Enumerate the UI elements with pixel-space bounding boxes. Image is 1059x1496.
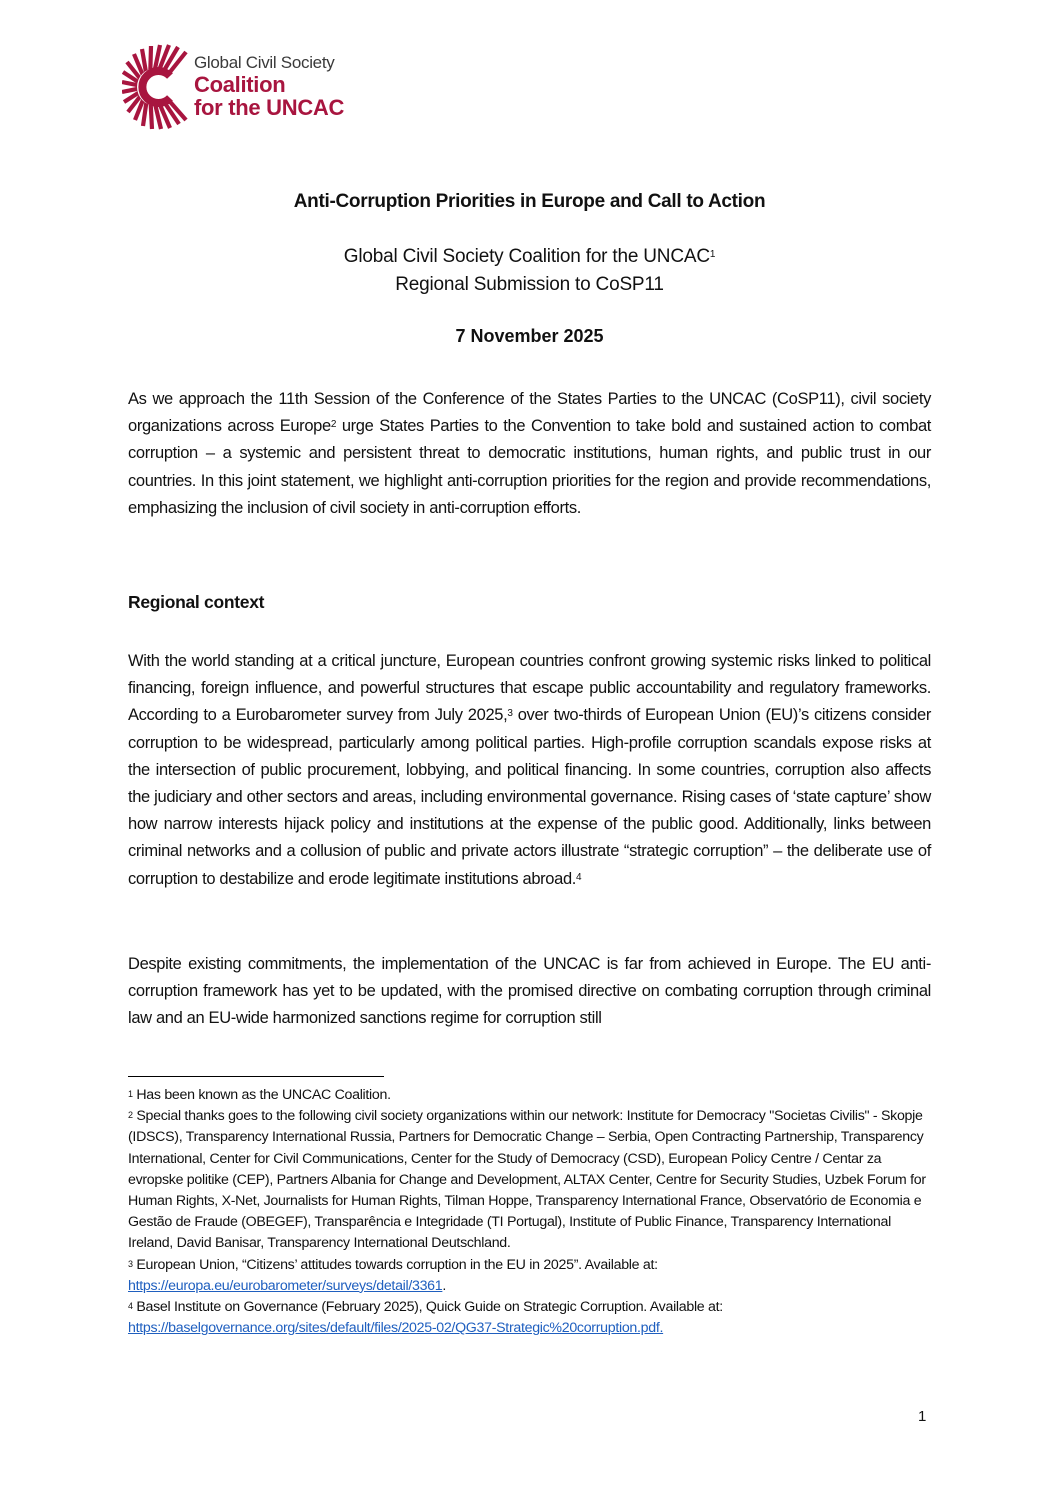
context-paragraph-1: With the world standing at a critical juncture, European countries confront growing systemic risks linked to political financing, foreign influence, and powerful structures that escape public accountability and regulatory frameworks. According to a Eurobarometer survey from July 2025,$^3$ over two-thirds of European Union (EU)’s citizens consider corruption to be widespread, particularly among political parties. High-profile corruption scandals expose risks at the intersection of public procurement, lobbying, and political financing. In some countries, corruption also affects the judiciary and other sectors and areas, including environmental governance. Rising cases of ‘state capture’ show how narrow interests hijack policy and institutions at the expense of the public good. Additionally, links between criminal networks and a collusion of public and private actors illustrate “strategic corruption” – the deliberate use of corruption to destabilize and erode legitimate institutions abroad.$^4$ — [128, 652, 931, 888]
intro-paragraph: As we approach the 11th Session of the Conference of the States Parties to the UNCAC (CoSP11), civil society organizations across Europe$^2$ urge States Parties to the Convention to take bold and sustained action to combat corruption – a systemic and persistent threat to democratic institutions, human rights, and public trust in our countries. In this joint statement, we highlight anti-corruption priorities for the region and provide recommendations, emphasizing the inclusion of civil society in anti-corruption efforts. — [128, 390, 931, 517]
document-date: 7 November 2025 — [455, 326, 604, 346]
footnote-3: $^3$ European Union, “Citizens’ attitudes towards corruption in the EU in 2025”. Available at: https://europa.eu/eurobarometer/surveys/detail/3361. — [128, 1256, 658, 1294]
document-title: Anti-Corruption Priorities in Europe and Call to Action — [293, 191, 766, 212]
section-heading: Regional context — [128, 592, 265, 612]
document-subtitle — [0, 243, 1059, 299]
organization-logo — [122, 44, 362, 134]
footnote-ref[interactable]: 1 — [709, 249, 716, 260]
footnote-ref[interactable]: 3 — [507, 708, 513, 720]
context-paragraph-2: Despite existing commitments, the implementation of the UNCAC is far from achieved in Europe. The EU anti-corruption framework has yet to be updated, with the promised directive on combating corruption through criminal law and an EU-wide harmonized sanctions regime for corruption still — [128, 955, 931, 1028]
logo-line-3: for the UNCAC — [194, 95, 345, 120]
footnote-ref[interactable]: 2 — [330, 419, 337, 431]
page-number: 1 — [918, 1408, 927, 1425]
eurobarometer-link[interactable]: https://europa.eu/eurobarometer/surveys/detail/3361 — [128, 1277, 443, 1294]
footnote-4: $^4$ Basel Institute on Governance (February 2025), Quick Guide on Strategic Corruption. Available at: https://baselgovernance.org/sites/default/files/2025-02/QG37-Strategic%20corruption.pdf. — [128, 1299, 723, 1337]
basel-governance-link[interactable]: https://baselgovernance.org/sites/default/files/2025-02/QG37-Strategic%20corruption.pdf. — [128, 1320, 664, 1337]
sunburst-c-icon — [122, 44, 192, 130]
footnote-ref[interactable]: 4 — [576, 871, 582, 883]
logo-line-1: Global Civil Society — [194, 53, 335, 72]
logo-line-2: Coalition — [194, 72, 286, 97]
subtitle-line-1: Global Civil Society Coalition for the UNCAC — [343, 246, 710, 267]
subtitle-line-2: Regional Submission to CoSP11 — [395, 274, 664, 295]
footnote-1: $^1$ Has been known as the UNCAC Coalition. — [128, 1087, 391, 1103]
footnote-separator — [128, 1076, 384, 1077]
footnotes — [128, 1085, 938, 1339]
footnote-2: $^2$ Special thanks goes to the following civil society organizations within our network: Institute for Democracy "Societas Civilis" - Skopje (IDSCS), Transparency International Russia, Partners for Democratic Change – Serbia, Open Contracting Partnership, Transparency International, Center for Civil Communications, Center for the Study of Democracy (CSD), European Policy Centre / Centar za evropske politike (CEP), Partners Albania for Change and Development, ALTAX Center, Centre for Security Studies, Uzbek Forum for Human Rights, X-Net, Journalists for Human Rights, Tilman Hoppe, Transparency International France, Observatório de Economia e Gestão de Fraude (OBEGEF), Transparência e Integridade (TI Portugal), Institute of Public Finance, Transparency International Ireland, David Banisar, Transparency International Deutschland. — [128, 1108, 926, 1252]
